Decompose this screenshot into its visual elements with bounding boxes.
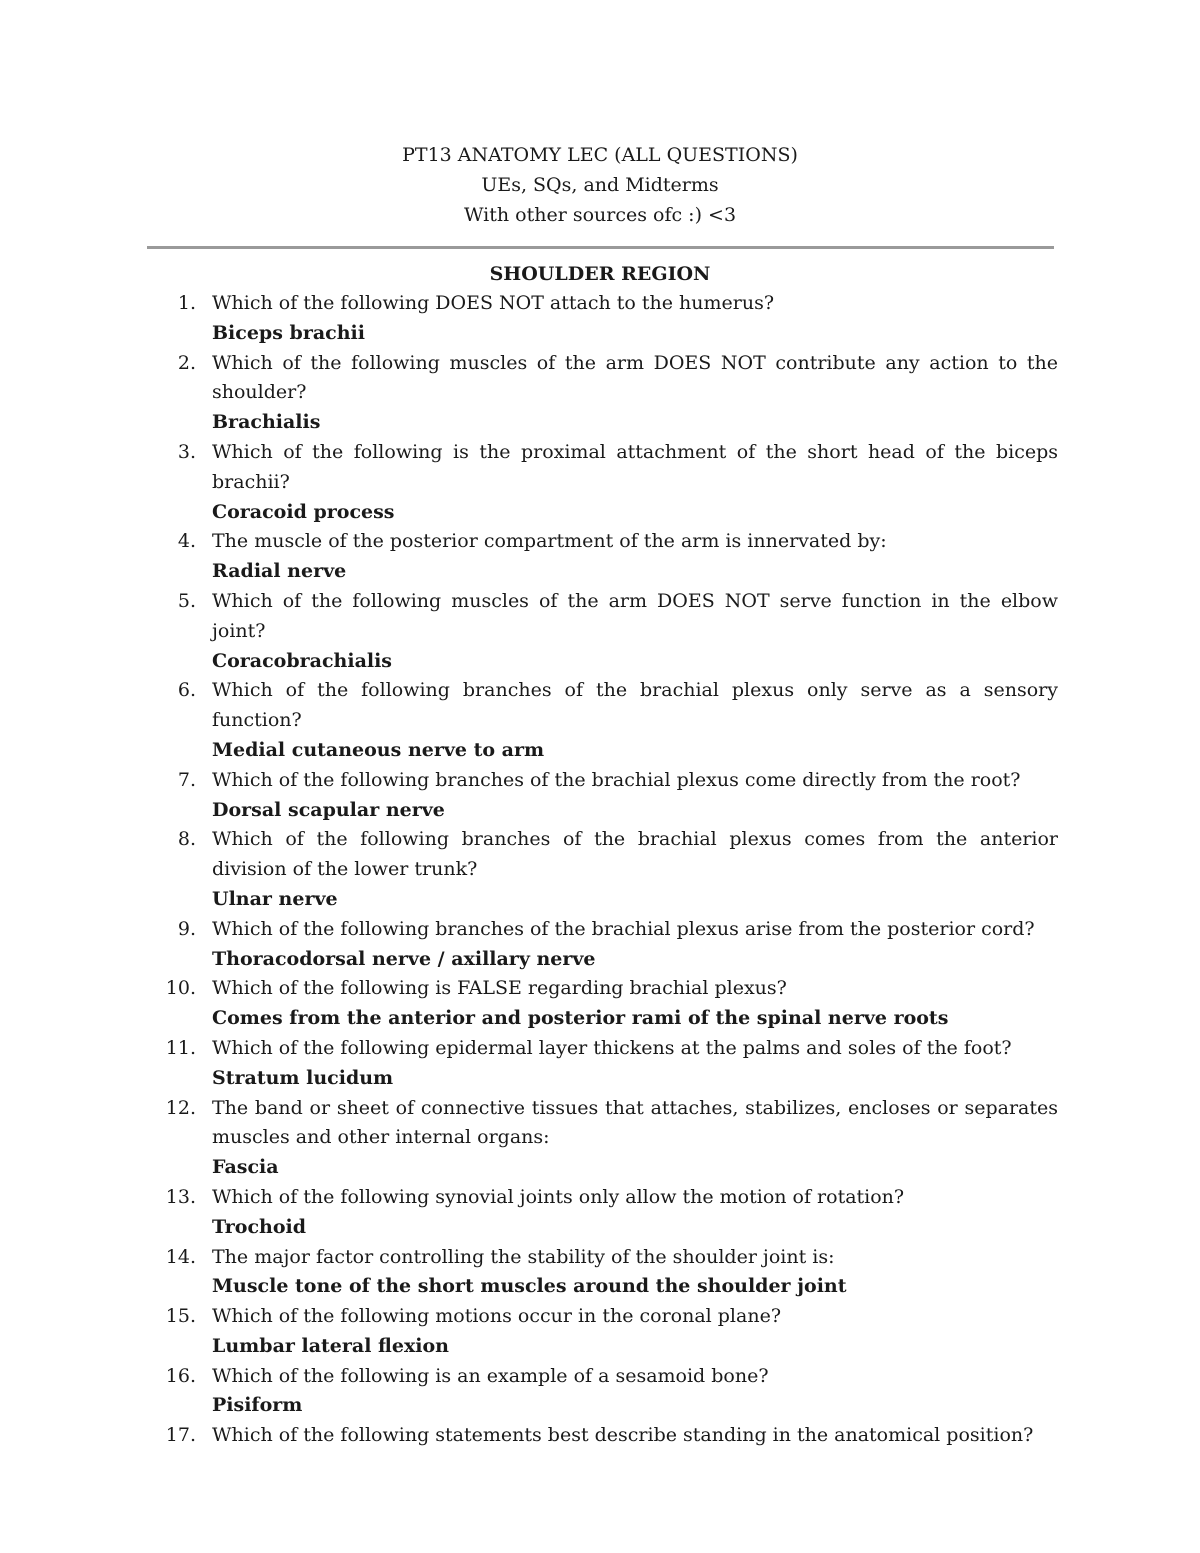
question-item: [150, 349, 1058, 438]
question-text: Which of the following statements best describe standing in the anatomical position?: [212, 1424, 1034, 1447]
document-subtitle: UEs, SQs, and Midterms: [481, 174, 719, 196]
question-text: Which of the following muscles of the arm DOES NOT serve function in the elbow joint?: [212, 589, 1058, 642]
question-item: [150, 974, 1058, 1034]
question-list: [150, 289, 1058, 1451]
question-text: Which of the following muscles of the arm DOES NOT contribute any action to the shoulder?: [212, 351, 1058, 404]
question-text: Which of the following branches of the brachial plexus only serve as a sensory function?: [212, 679, 1058, 732]
question-number: 2.: [177, 351, 196, 374]
answer-text: Brachialis: [212, 411, 321, 434]
question-text: Which of the following motions occur in the coronal plane?: [212, 1305, 782, 1328]
answer-text: Dorsal scapular nerve: [212, 798, 445, 821]
question-text: Which of the following DOES NOT attach to the humerus?: [212, 292, 775, 314]
answer-text: Ulnar nerve: [212, 887, 338, 910]
question-number: 12.: [165, 1096, 196, 1119]
question-item: [150, 1362, 1058, 1422]
question-text: Which of the following epidermal layer thickens at the palms and soles of the foot?: [212, 1036, 1012, 1059]
question-text: Which of the following branches of the brachial plexus comes from the anterior division of the lower trunk?: [212, 828, 1058, 881]
question-item: [150, 766, 1058, 826]
answer-text: Biceps brachii: [212, 321, 365, 344]
question-item: [150, 1034, 1058, 1094]
question-item: [150, 1094, 1058, 1183]
answer-text: Thoracodorsal nerve / axillary nerve: [212, 947, 596, 970]
answer-text: Coracoid process: [212, 500, 395, 523]
answer-text: Medial cutaneous nerve to arm: [212, 738, 545, 761]
question-number: 13.: [165, 1185, 196, 1208]
answer-text: Comes from the anterior and posterior rami of the spinal nerve roots: [212, 1007, 949, 1030]
answer-text: Stratum lucidum: [212, 1066, 394, 1089]
question-item: [150, 1243, 1058, 1303]
question-number: 7.: [177, 768, 196, 791]
question-text: The band or sheet of connective tissues that attaches, stabilizes, encloses or separates muscles and other internal organs:: [212, 1096, 1058, 1149]
answer-text: Lumbar lateral flexion: [212, 1334, 449, 1357]
answer-text: Muscle tone of the short muscles around the shoulder joint: [212, 1275, 847, 1298]
question-text: The muscle of the posterior compartment of the arm is innervated by:: [212, 530, 887, 553]
question-item: [150, 915, 1058, 975]
answer-text: Coracobrachialis: [212, 649, 393, 672]
question-text: The major factor controlling the stability of the shoulder joint is:: [212, 1245, 835, 1268]
answer-text: Fascia: [212, 1156, 279, 1179]
question-text: Which of the following is an example of a sesamoid bone?: [212, 1364, 769, 1387]
question-item: [150, 1183, 1058, 1243]
document-header: [0, 140, 1200, 230]
answer-text: Radial nerve: [212, 560, 347, 583]
question-number: 17.: [165, 1424, 196, 1447]
question-text: Which of the following branches of the brachial plexus arise from the posterior cord?: [212, 917, 1035, 940]
question-number: 11.: [165, 1036, 196, 1059]
question-text: Which of the following is FALSE regarding brachial plexus?: [212, 977, 787, 1000]
question-number: 10.: [165, 977, 196, 1000]
question-number: 3.: [177, 440, 196, 463]
question-item: [150, 1421, 1058, 1451]
question-number: 15.: [165, 1305, 196, 1328]
question-item: [150, 527, 1058, 587]
question-item: [150, 289, 1058, 349]
question-number: 5.: [177, 589, 196, 612]
document-note: With other sources ofc :) <3: [463, 204, 737, 226]
question-number: 14.: [165, 1245, 196, 1268]
horizontal-divider: [147, 246, 1054, 249]
question-number: 9.: [177, 917, 196, 940]
document-title: PT13 ANATOMY LEC (ALL QUESTIONS): [402, 144, 798, 166]
question-number: 1.: [177, 292, 196, 314]
question-number: 8.: [177, 828, 196, 851]
question-number: 16.: [165, 1364, 196, 1387]
section-title: SHOULDER REGION: [489, 263, 711, 285]
question-number: 4.: [177, 530, 196, 553]
question-item: [150, 1302, 1058, 1362]
question-text: Which of the following branches of the brachial plexus come directly from the root?: [212, 768, 1021, 791]
answer-text: Pisiform: [212, 1394, 303, 1417]
question-number: 6.: [177, 679, 196, 702]
question-text: Which of the following is the proximal attachment of the short head of the biceps brachii?: [212, 440, 1058, 493]
question-item: [150, 587, 1058, 676]
answer-text: Trochoid: [212, 1215, 306, 1238]
question-item: [150, 825, 1058, 914]
question-text: Which of the following synovial joints only allow the motion of rotation?: [212, 1185, 905, 1208]
question-item: [150, 676, 1058, 765]
question-item: [150, 438, 1058, 527]
